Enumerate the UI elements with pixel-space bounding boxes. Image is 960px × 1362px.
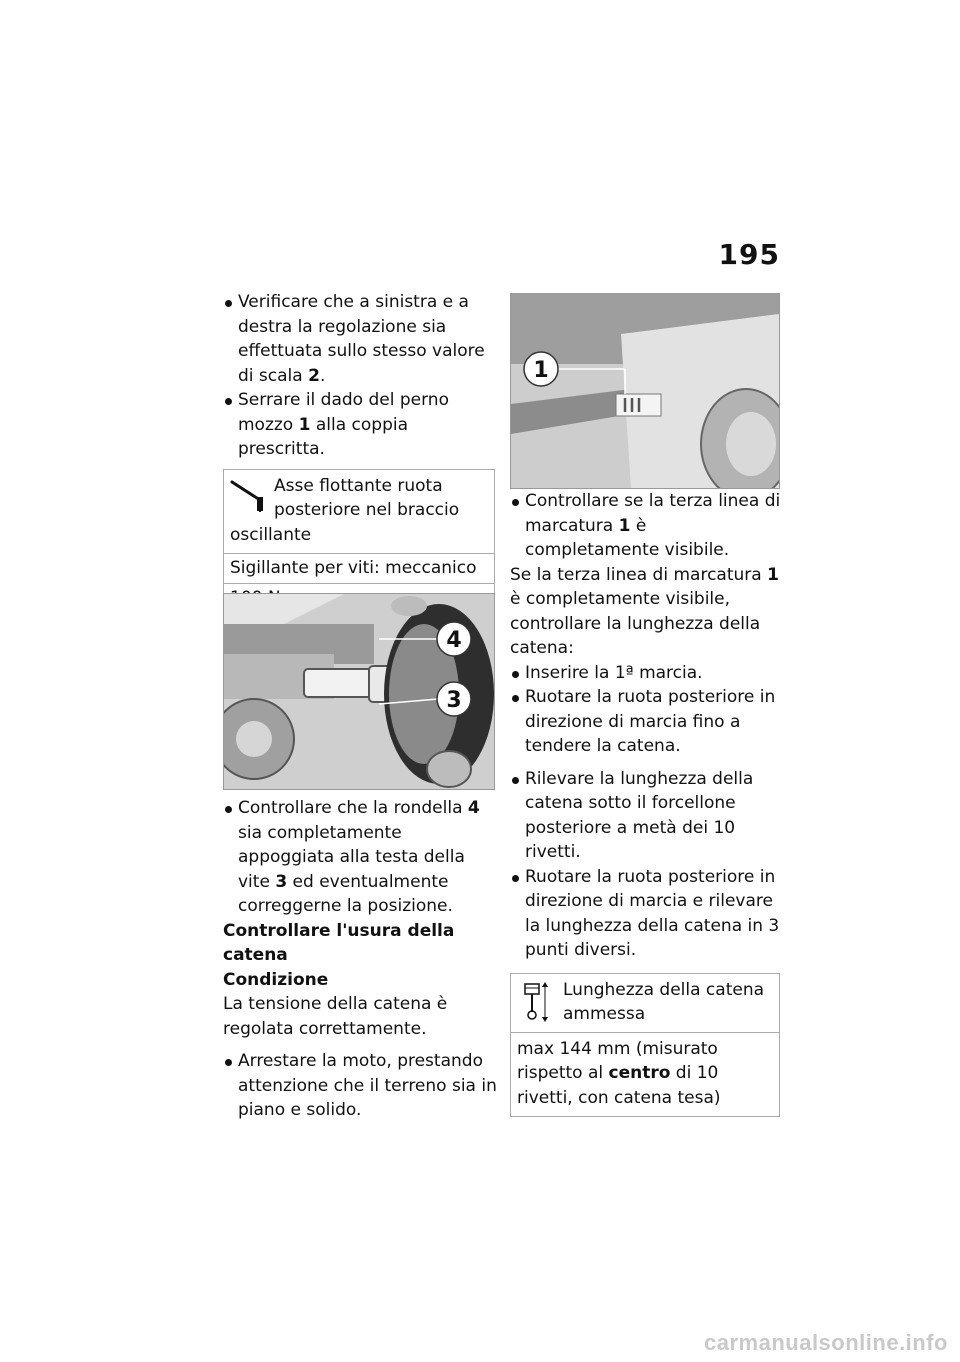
ref-number: 1 — [298, 414, 311, 435]
torque-spec-sealant: Sigillante per viti: meccanico — [224, 554, 494, 584]
figure-marking-lines — [510, 293, 780, 489]
right-column — [510, 489, 785, 1117]
piston-caliper-icon — [521, 982, 551, 1022]
page-number: 195 — [718, 238, 780, 271]
chain-length-table — [510, 973, 780, 1118]
figure-label-3: 3 — [446, 688, 462, 713]
left-column-lower — [223, 796, 498, 1123]
figure-washer-screw-drawing — [224, 594, 494, 789]
ref-number: 1 — [767, 564, 779, 585]
torque-spec-table — [223, 469, 495, 614]
watermark: carmanualsonline.info — [704, 1330, 948, 1355]
left-column — [223, 290, 498, 613]
section-subheading: Condizione — [223, 969, 329, 990]
section-heading: Controllare l'usura della catena — [223, 920, 455, 965]
chain-length-title: Lunghezza della catena ammessa — [563, 979, 765, 1024]
torque-spec-title-rest: oscillante — [230, 524, 312, 545]
figure-marking-lines-drawing — [511, 294, 779, 488]
torque-spec-header — [224, 470, 494, 555]
bullet-check-third-line: Controllare se la terza linea di marcatura 1 è completamente visibile. — [510, 489, 785, 563]
figure-label-1: 1 — [533, 358, 549, 383]
bullet-rotate-wheel: Ruotare la ruota posteriore in direzione di marcia fino a tendere la catena. — [510, 685, 785, 759]
bullet-first-gear: Inserire la 1ª marcia. — [510, 661, 785, 686]
bullet-check-scale: Verificare che a sinistra e a destra la regolazione sia effettuata sullo stesso valore di scala 2. — [223, 290, 498, 388]
torque-spec-title: Asse flottante ruota posteriore nel braccio — [274, 475, 460, 520]
figure-washer-screw — [223, 593, 495, 790]
chain-length-header — [511, 974, 779, 1033]
figure-label-4: 4 — [446, 628, 462, 653]
bullet-stop-bike: Arrestare la moto, prestando attenzione che il terreno sia in piano e solido. — [223, 1049, 498, 1123]
ref-number: 2 — [308, 365, 320, 386]
ref-number: 1 — [618, 515, 631, 536]
bullet-measure-chain: Rilevare la lunghezza della catena sotto il forcellone posteriore a metà dei 10 rivetti. — [510, 767, 785, 865]
torque-wrench-icon — [230, 478, 270, 514]
bullet-measure-three-points: Ruotare la ruota posteriore in direzione di marcia e rilevare la lunghezza della catena in 3 punti diversi. — [510, 865, 785, 963]
ref-number: 3 — [275, 871, 288, 892]
para-third-line: Se la terza linea di marcatura 1 è completamente visibile, controllare la lunghezza della catena: — [510, 564, 779, 658]
bullet-check-washer: Controllare che la rondella 4 sia completamente appoggiata alla testa della vite 3 ed eventualmente correggerne la posizione. — [223, 796, 498, 919]
ref-number: 4 — [467, 798, 480, 818]
bullet-tighten-nut: Serrare il dado del perno mozzo 1 alla coppia prescritta. — [223, 388, 498, 462]
chain-length-value: max 144 mm (misurato rispetto al centro di 10 rivetti, con catena tesa) — [517, 1038, 721, 1108]
condition-text: La tensione della catena è regolata correttamente. — [223, 994, 448, 1039]
